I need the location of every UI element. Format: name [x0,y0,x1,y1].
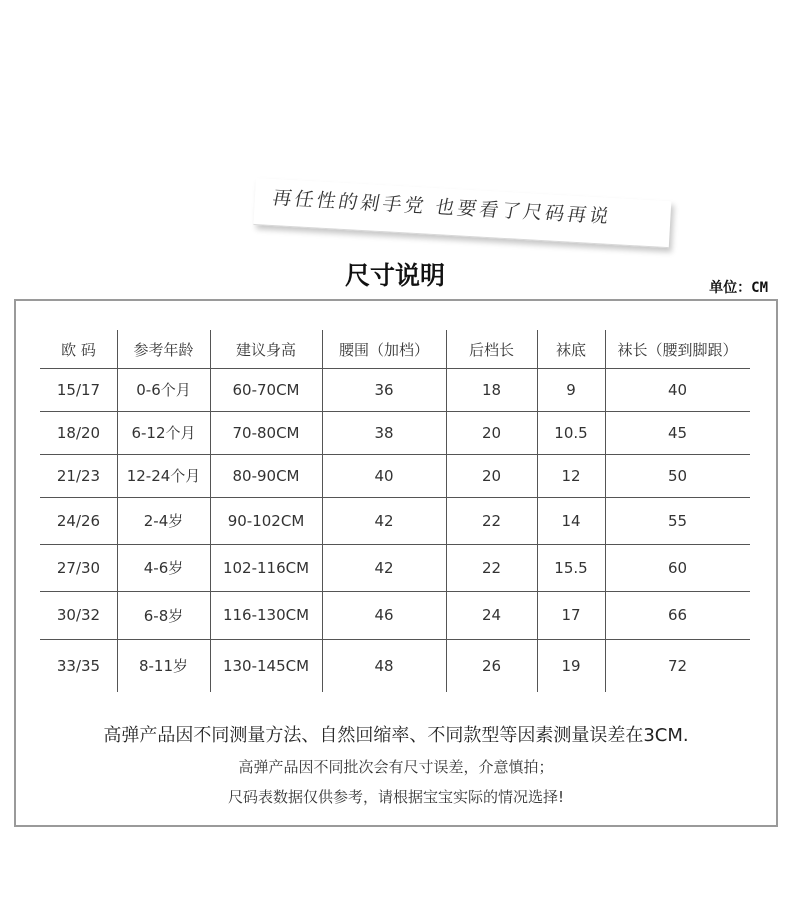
table-cell: 45 [667,423,688,442]
table-cell: 14 [561,511,581,530]
table-cell: 24 [481,606,502,624]
table-cell: 46 [374,606,394,624]
table-header-cell: 建议身高 [235,340,296,359]
table-cell: 12-24个月 [126,467,201,485]
table-cell: 55 [667,511,688,530]
table-cell: 27/30 [56,558,101,577]
table-header-cell: 腰围（加档） [338,340,429,359]
table-cell: 19 [561,656,581,675]
table-cell: 12 [561,466,581,485]
table-cell: 20 [481,423,502,442]
table-cell: 90-102CM [227,511,305,530]
table-cell: 6-8岁 [143,606,184,625]
table-cell: 8-11岁 [138,657,189,675]
table-cell: 42 [374,558,394,577]
table-cell: 40 [667,380,688,399]
table-cell: 26 [481,656,502,675]
table-header-cell: 袜长（腰到脚跟） [617,340,738,359]
table-cell: 60 [667,558,688,577]
table-cell: 33/35 [56,656,101,675]
table-cell: 15.5 [554,558,588,577]
table-cell: 130-145CM [222,656,310,675]
table-cell: 80-90CM [232,466,300,485]
table-cell: 0-6个月 [136,381,191,399]
table-cell: 30/32 [56,606,101,624]
table-cell: 6-12个月 [131,424,196,442]
table-cell: 22 [481,558,502,577]
table-cell: 22 [481,511,502,530]
table-cell: 15/17 [56,380,101,399]
table-cell: 17 [561,606,581,624]
table-header-cell: 参考年龄 [133,340,194,359]
table-cell: 40 [374,466,394,485]
table-cell: 42 [374,511,394,530]
table-cell: 116-130CM [222,606,310,624]
table-header-cell: 后档长 [468,340,514,359]
table-cell: 18 [481,380,502,399]
table-cell: 36 [374,380,394,399]
table-cell: 10.5 [554,423,588,442]
table-cell: 4-6岁 [143,559,184,577]
table-cell: 48 [374,656,394,675]
slogan-banner [253,178,671,248]
table-cell: 102-116CM [222,558,310,577]
table-cell: 9 [566,380,576,399]
table-cell: 24/26 [56,511,101,530]
note-reference-only: 尺码表数据仅供参考，请根据宝宝实际的情况选择! [227,788,564,806]
table-cell: 50 [667,466,688,485]
table-cell: 21/23 [56,466,101,485]
table-cell: 66 [667,606,688,624]
table-cell: 70-80CM [232,423,300,442]
table-cell: 72 [667,656,688,675]
page-title: 尺寸说明 [344,261,445,290]
slogan-text: 再任性的剁手党 也要看了尺码再说 [270,187,614,228]
table-cell: 2-4岁 [143,512,184,530]
table-header-cell: 袜底 [555,340,586,359]
table-cell: 60-70CM [232,380,300,399]
table-cell: 18/20 [56,423,101,442]
note-batch-error: 高弹产品因不同批次会有尺寸误差，介意慎拍； [238,758,554,776]
table-cell: 20 [481,466,502,485]
note-measurement-error: 高弹产品因不同测量方法、自然回缩率、不同款型等因素测量误差在3CM. [103,725,689,746]
table-cell: 38 [374,423,394,442]
table-header-cell: 欧 码 [61,340,96,359]
unit-label: 单位：CM [709,280,768,296]
